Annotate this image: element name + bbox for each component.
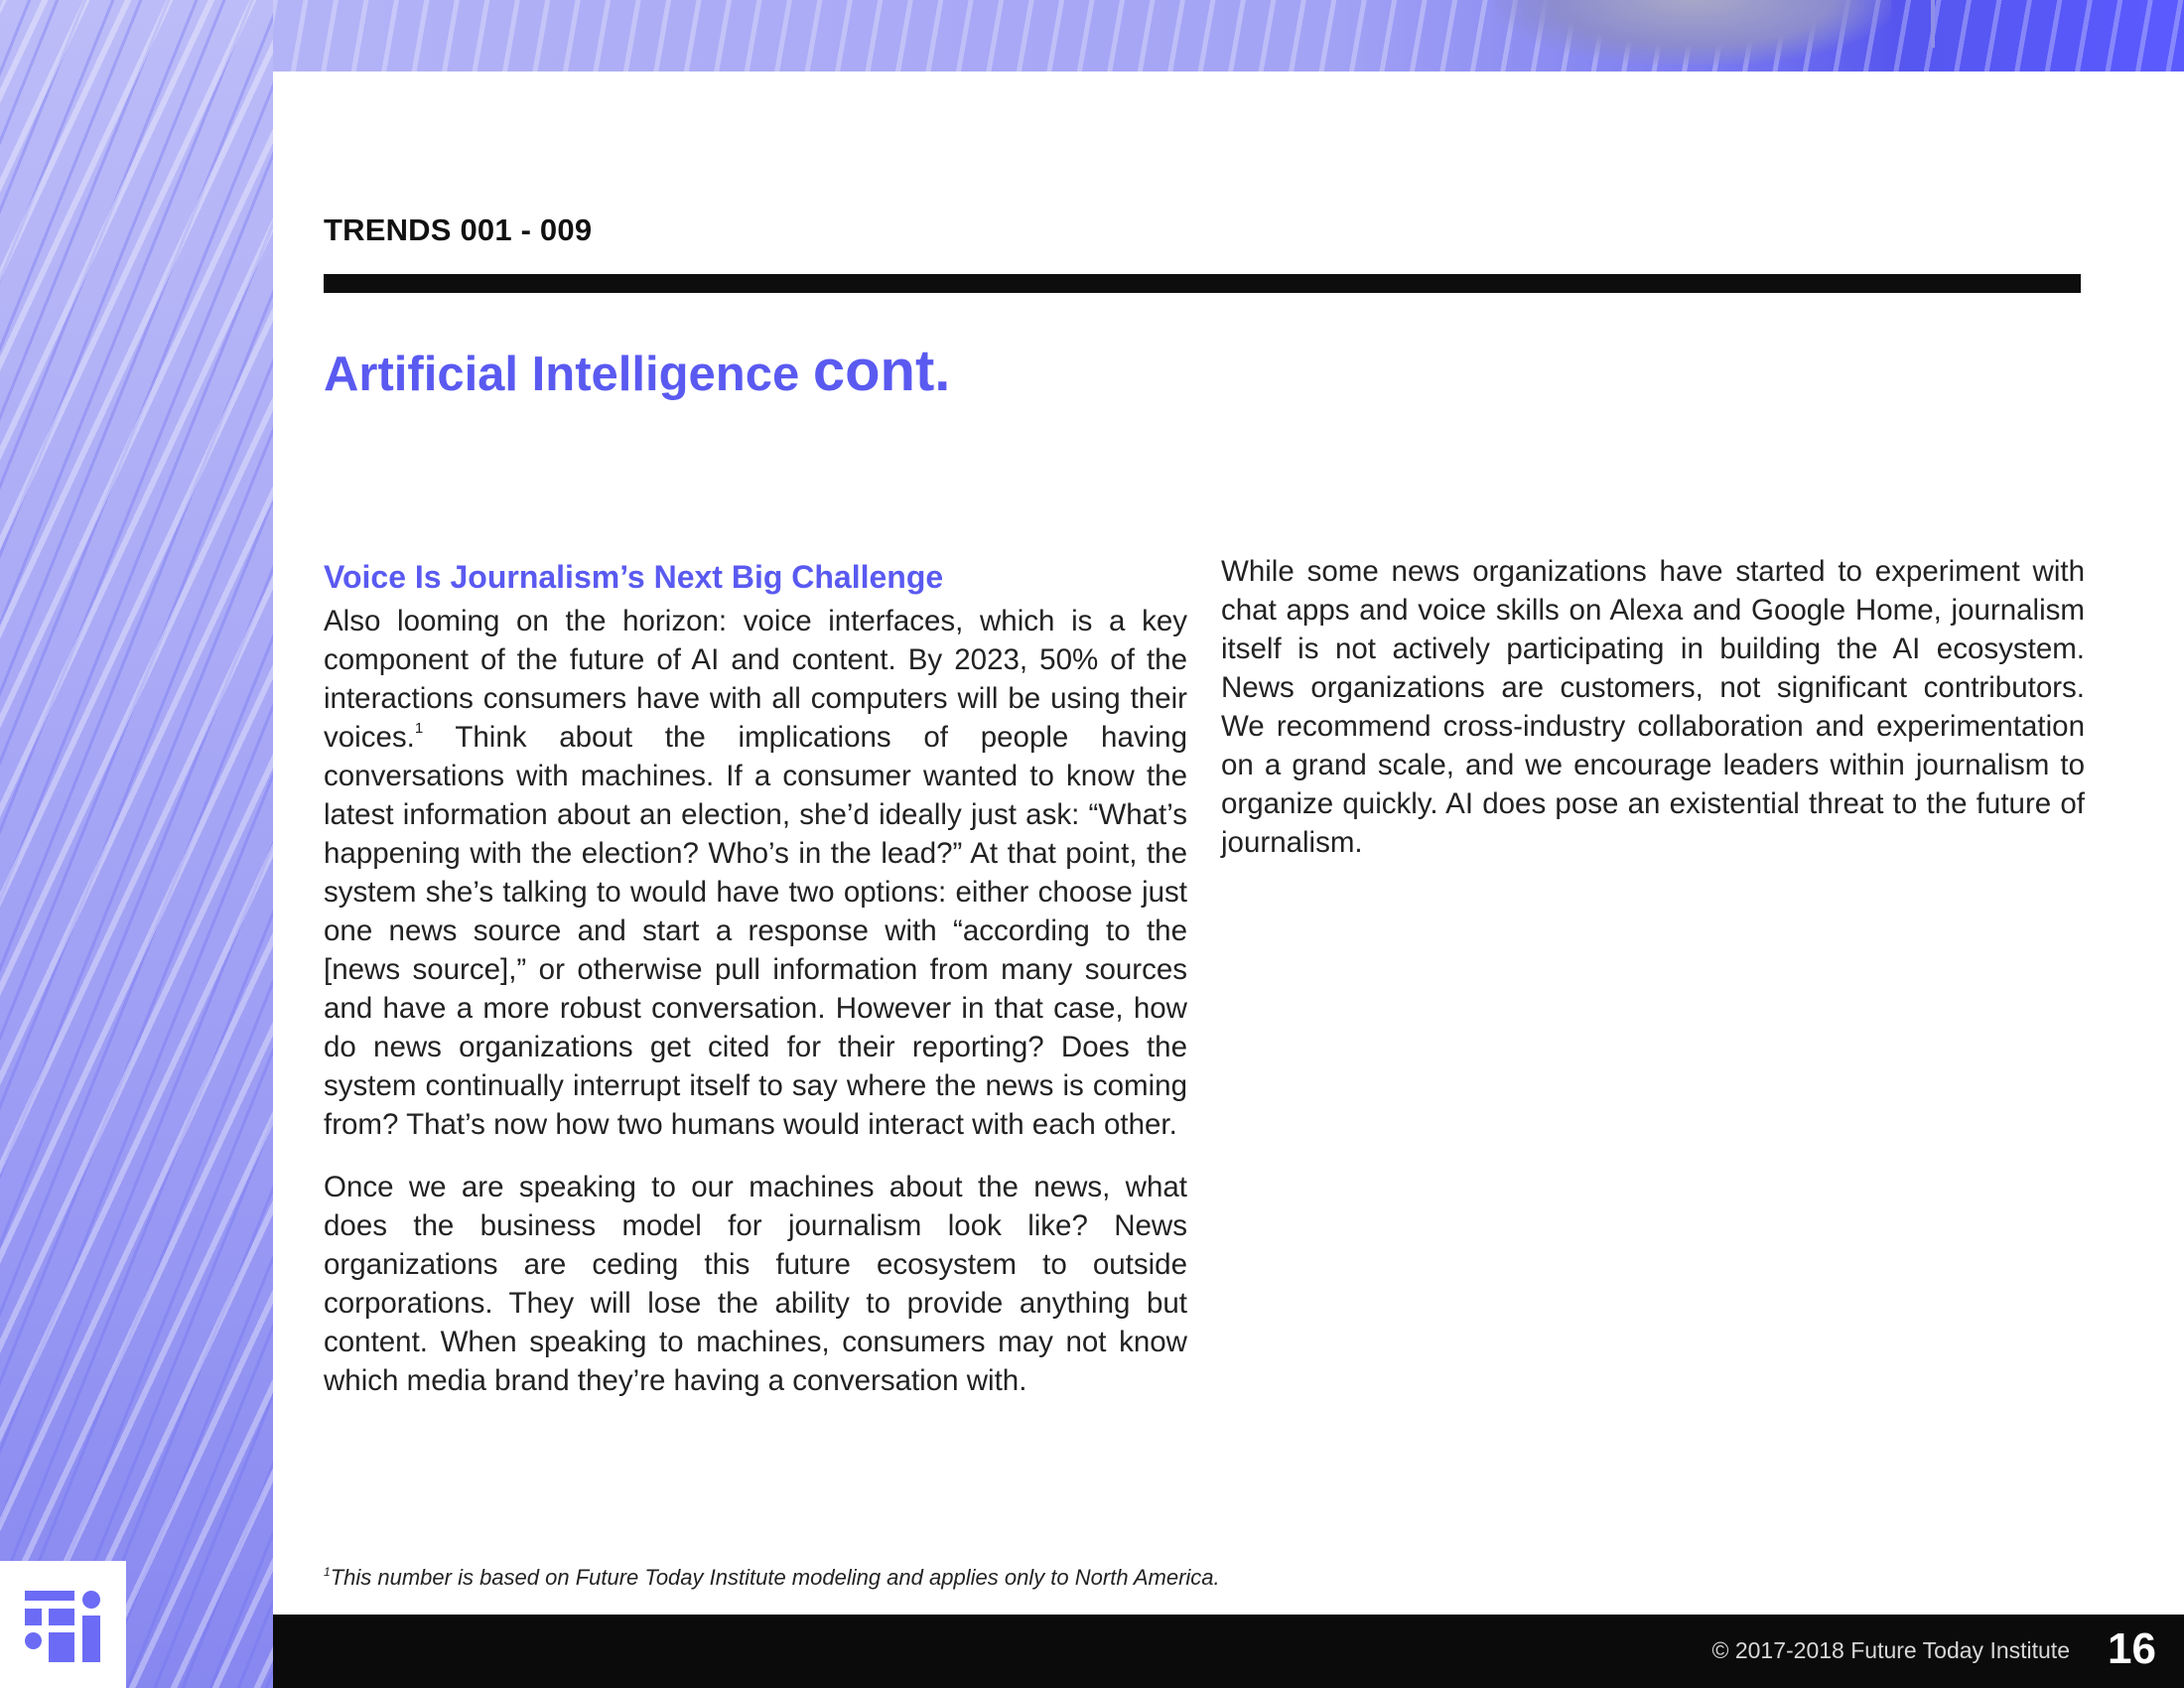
page-number: 16 <box>2108 1624 2156 1673</box>
article-column-right <box>1221 552 2085 886</box>
decorative-stem <box>1931 0 1935 48</box>
footnote-text: This number is based on Future Today Institute modeling and applies only to North America. <box>330 1565 1220 1590</box>
section-label: TRENDS 001 - 009 <box>324 212 593 247</box>
fti-logo-icon <box>0 1561 126 1688</box>
copyright-text: © 2017-2018 Future Today Institute <box>1711 1637 2070 1663</box>
article-paragraph: While some news organizations have started to experiment with chat apps and voice skills on Alexa and Google Home, journalism itself is not actively participating in building the AI ecosystem. News organizations are customers, not significant contributors. We recommend cross-industry collaboration and experimentation on a grand scale, and we encourage leaders within journalism to organize quickly. AI does pose an existential threat to the future of journalism. <box>1221 555 2085 859</box>
page-title-main: Artificial Intelligence <box>324 348 800 401</box>
page-title <box>324 338 950 404</box>
article-subheading: Voice Is Journalism’s Next Big Challenge <box>324 559 944 595</box>
header-rule <box>324 274 2081 293</box>
paragraph-text: Also looming on the horizon: voice interfaces, which is a key component of the future of AI and content. By 2023, 50% of the interactions consumers have with all computers will be using their voices. <box>324 605 1187 754</box>
article-column-left <box>324 556 1187 1424</box>
decorative-photo-top <box>273 0 2184 71</box>
decorative-photo-left <box>0 0 273 1688</box>
article-paragraph <box>324 602 1187 1144</box>
footnote <box>324 1565 1220 1591</box>
footnote-marker: 1 <box>324 1565 331 1579</box>
article-paragraph: Once we are speaking to our machines about the news, what does the business model for journalism look like? News organizations are ceding this future ecosystem to outside corporations. They will lose the ability to provide anything but content. When speaking to machines, consumers may not know which media brand they’re having a conversation with. <box>324 1171 1187 1397</box>
footnote-reference: 1 <box>414 720 424 737</box>
paragraph-text: Think about the implications of people having conversations with machines. If a consumer wanted to know the latest information about an election, she’d ideally just ask: “What’s happening with the election? Who’s in the lead?” At that point, the system she’s talking to would have two options: either choose just one news source and start a response with “according to the [news source],” or otherwise pull information from many sources and have a more robust conversation. However in that case, how do news organizations get cited for their reporting? Does the system continually interrupt itself to say where the news is coming from? That’s now how two humans would interact with each other. <box>324 721 1187 1141</box>
page-title-suffix: cont. <box>812 339 951 403</box>
footer-bar <box>273 1615 2184 1688</box>
decorative-blob <box>1494 0 1891 65</box>
